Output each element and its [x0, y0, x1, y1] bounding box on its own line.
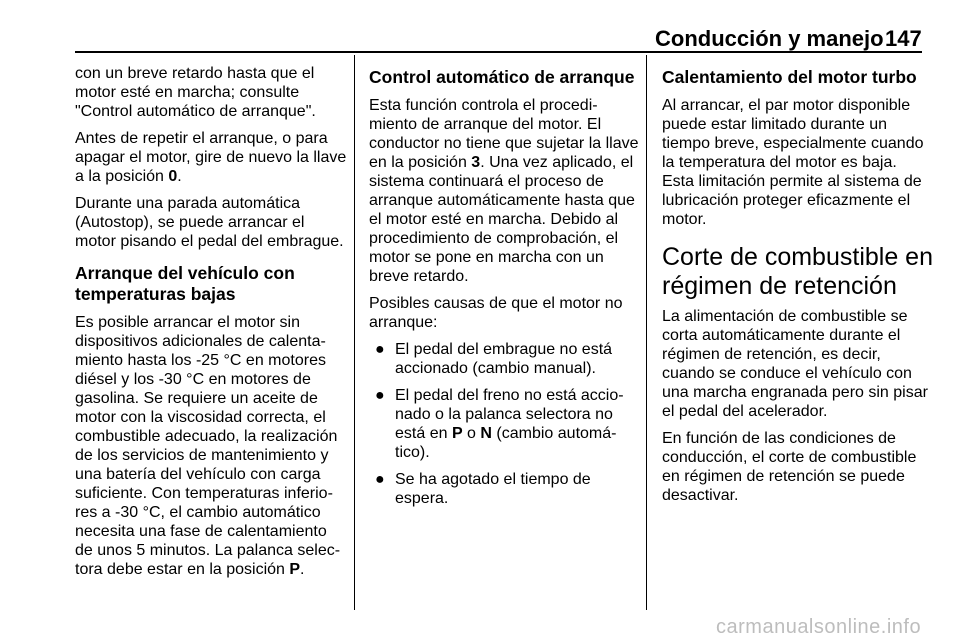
paragraph-restart: [75, 129, 345, 186]
paragraph-fuel-cutoff: [662, 307, 927, 421]
text-line: motor pisando el pedal del embrague.: [75, 233, 344, 250]
text-line: miento hasta los -25 °C en motores: [75, 352, 326, 369]
heading-cold-start: Arranque del vehículo con temperaturas bajas: [75, 263, 295, 304]
text-line: apagar el motor, gire de nuevo la llave: [75, 149, 347, 166]
text-line: "Control automático de arranque".: [75, 103, 316, 120]
text-line: la temperatura del motor es baja.: [662, 154, 897, 171]
text-line: En función de las condiciones de: [662, 430, 896, 447]
text-line: procedimiento de comprobación, el: [369, 230, 619, 247]
gear-position: N: [480, 425, 492, 442]
text-line: (Autostop), se puede arrancar el: [75, 214, 305, 231]
text-line: miento de arranque del motor. El: [369, 116, 602, 133]
text-line: Es posible arrancar el motor sin: [75, 314, 300, 331]
text-line: en régimen de retención se puede: [662, 468, 905, 485]
text-line: conductor no tiene que sujetar la llave: [369, 135, 639, 152]
text-line: arranque:: [369, 314, 438, 331]
text-line: gasolina. Se requiere un aceite de: [75, 390, 318, 407]
text-line: Antes de repetir el arranque, o para: [75, 130, 328, 147]
text-line: diésel y los -30 °C en motores de: [75, 371, 311, 388]
bullet-icon: ●: [375, 341, 385, 358]
paragraph-intro: [75, 64, 345, 121]
text-line: La alimentación de combustible se: [662, 308, 908, 325]
text-line: res a -30 °C, el cambio automático: [75, 504, 321, 521]
text-line: motor esté en marcha; consulte: [75, 84, 300, 101]
column-2: [369, 64, 639, 516]
heading-fuel-cutoff: Corte de combustible en régimen de retención: [662, 243, 933, 300]
text-line: puede estar limitado durante un: [662, 116, 888, 133]
bullet-icon: ●: [375, 387, 385, 404]
text-line: cuando se conduce el vehículo con: [662, 365, 912, 382]
column-3: [662, 64, 933, 513]
paragraph-causes: [369, 294, 639, 332]
text-line: desactivar.: [662, 487, 739, 504]
text-line: el motor esté en marcha. Debido al: [369, 211, 619, 228]
text-line: arranque automáticamente hasta que: [369, 192, 635, 209]
text-line: en la posición 3. Una vez aplicado, el: [369, 154, 634, 171]
text-line: Posibles causas de que el motor no: [369, 295, 623, 312]
text-line: conducción, el corte de combustible: [662, 449, 917, 466]
text-line: tora debe estar en la posición P.: [75, 561, 305, 578]
gear-position: P: [451, 425, 463, 442]
column-divider-1: [354, 55, 355, 610]
text-line: dispositivos adicionales de calenta-: [75, 333, 326, 350]
list-item: ● El pedal del freno no está accio- nado o la palanca selectora no está en P o N (cambio automá- tico).: [375, 387, 624, 461]
key-position: 0: [168, 168, 178, 185]
text-line: régimen de retención, es decir,: [662, 346, 881, 363]
text-line: motor se pone en marcha con un: [369, 249, 604, 266]
heading-turbo-warmup: Calentamiento del motor turbo: [662, 67, 917, 87]
text-line: Al arrancar, el par motor disponible: [662, 97, 911, 114]
list-item: ● Se ha agotado el tiempo de espera.: [375, 471, 591, 507]
header-rule: [75, 51, 922, 53]
text-line: motor con la viscosidad correcta, el: [75, 409, 326, 426]
text-line: Esta limitación permite al sistema de: [662, 173, 922, 190]
page-number: 147: [885, 26, 922, 51]
list-item: ● El pedal del embrague no está accionado (cambio manual).: [375, 341, 613, 377]
paragraph-fuel-cutoff-disable: [662, 429, 927, 505]
text-line: lubricación proteger eficazmente el: [662, 192, 911, 209]
paragraph-turbo-warmup: [662, 96, 927, 229]
key-position: 3: [471, 154, 481, 171]
watermark: carmanualsonline.info: [716, 616, 922, 638]
paragraph-auto-start: [369, 96, 639, 286]
text-line: Esta función controla el procedi-: [369, 97, 598, 114]
column-1: [75, 64, 345, 587]
paragraph-autostop: [75, 194, 345, 251]
text-line: breve retardo.: [369, 268, 469, 285]
causes-list: [369, 340, 639, 508]
section-title: Conducción y manejo: [655, 26, 884, 51]
text-line: Durante una parada automática: [75, 195, 301, 212]
text-line: combustible adecuado, la realización: [75, 428, 338, 445]
paragraph-cold-start: [75, 313, 345, 579]
gear-position: P: [289, 561, 301, 578]
text-line: tiempo breve, especialmente cuando: [662, 135, 924, 152]
text-line: de los servicios de mantenimiento y: [75, 447, 329, 464]
heading-auto-start: Control automático de arranque: [369, 67, 635, 87]
text-line: corta automáticamente durante el: [662, 327, 901, 344]
bullet-icon: ●: [375, 471, 385, 488]
text-line: con un breve retardo hasta que el: [75, 65, 315, 82]
text-line: necesita una fase de calentamiento: [75, 523, 327, 540]
text-line: una batería del vehículo con carga: [75, 466, 321, 483]
text-line: una marcha engranada pero sin pisar: [662, 384, 928, 401]
text-line: a la posición 0.: [75, 168, 182, 185]
column-divider-2: [646, 55, 647, 610]
text-line: el pedal del acelerador.: [662, 403, 828, 420]
text-line: suficiente. Con temperaturas inferio-: [75, 485, 333, 502]
text-line: sistema continuará el proceso de: [369, 173, 604, 190]
text-line: de unos 5 minutos. La palanca selec-: [75, 542, 341, 559]
text-line: motor.: [662, 211, 707, 228]
